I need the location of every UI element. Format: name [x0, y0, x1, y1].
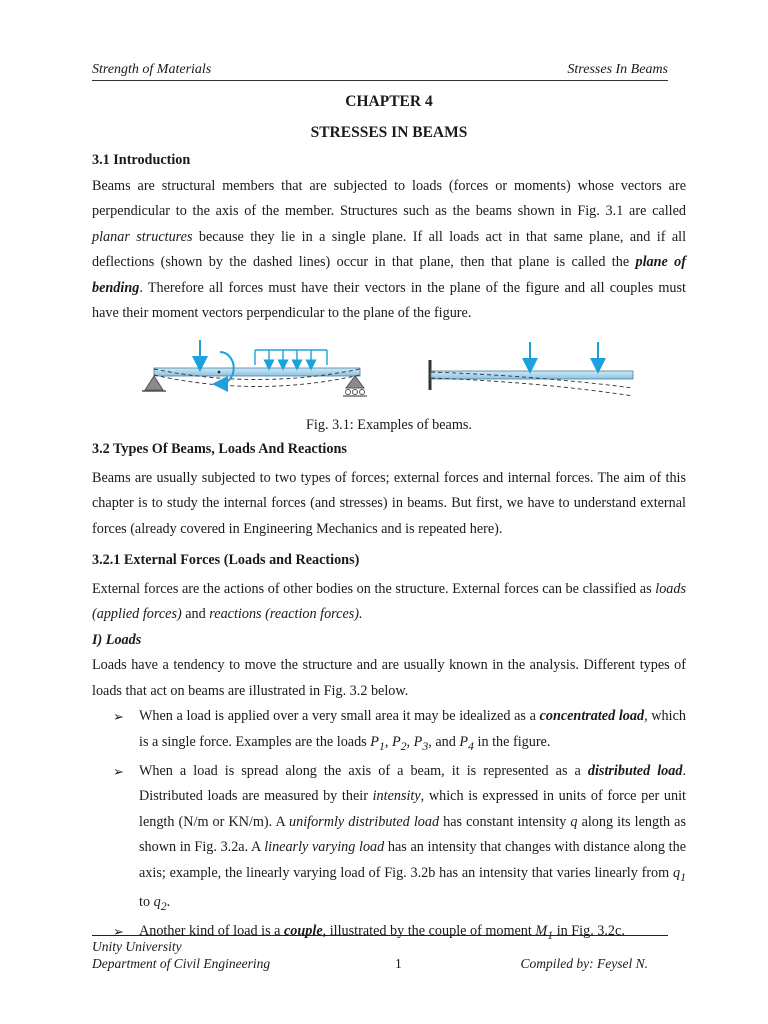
chapter-number: CHAPTER 4 [345, 93, 433, 110]
cantilever-beam [430, 342, 633, 396]
footer-rule [92, 935, 668, 936]
simple-beam [142, 340, 367, 396]
footer-department: Department of Civil Engineering [92, 956, 271, 971]
bullet-arrow-icon: ➢ [113, 709, 124, 724]
bullet-distributed-load: ➢ When a load is spread along the axis of a beam, it is represented as a distributed load. Distributed loads are measured by their intensity, which is expressed in units of force per unit length (N/m or KN/m). A uniformly distributed load has constant intensity q along its length as shown in Fig. 3.2a. A linearly varying load has an intensity that changes with distance along the axis; example, the linearly varying load of Fig. 3.2b has an intensity that varies linearly from $q_1$ to $q_2$. [92, 759, 686, 920]
chapter-title: STRESSES IN BEAMS [310, 124, 468, 141]
external-forces-paragraph: External forces are the actions of other bodies on the structure. External forces can be classified as loads (applied forces) and reactions (reaction forces). [92, 580, 686, 622]
intro-paragraph: Beams are structural members that are subjected to loads (forces or moments) whose vectors are perpendicular to the axis of the member. Structures such as the beams shown in Fig. 3.1 are called planar structures because they lie in a single plane. If all loads act in that same plane, and if all deflections (shown by the dashed lines) occur in that plane, then that plane is called the plane of bending. Therefore all forces must have their vectors in the plane of the figure and all couples must have their moment vectors perpendicular to the plane of the figure. [92, 177, 687, 321]
distributed-load-icon [255, 350, 327, 365]
bullet-arrow-icon: ➢ [113, 763, 124, 779]
page-footer [92, 938, 668, 972]
footer-compiled-by: Compiled by: Feysel N. [520, 956, 648, 971]
loads-paragraph: Loads have a tendency to move the structure and are usually known in the analysis. Different types of loads that act on beams are illustrated in Fig. 3.2 below. [92, 657, 686, 699]
figure-caption: Fig. 3.1: Examples of beams. [306, 417, 472, 433]
types-paragraph: Beams are usually subjected to two types of forces; external forces and internal forces. The aim of this chapter is to study the internal forces (and stresses) in beams. But first, we have to understand external forces (already covered in Engineering Mechanics and is repeated here). [92, 469, 686, 537]
loads-heading: I) Loads [92, 631, 142, 648]
footer-university: Unity University [92, 939, 182, 954]
pin-support-icon [145, 376, 163, 390]
page-number: 1 [395, 956, 402, 971]
bullet-arrow-icon: ➢ [113, 924, 124, 940]
section-3-2 [92, 437, 686, 542]
header-left: Strength of Materials [92, 62, 212, 77]
section-heading: 3.2.1 External Forces (Loads and Reactions) [92, 552, 360, 568]
beam-figure [140, 338, 640, 416]
section-heading: 3.1 Introduction [92, 152, 191, 168]
bullet-concentrated-load: ➢ When a load is applied over a very small area it may be idealized as a concentrated load, which is a single force. Examples are the loads $P_1$, $P_2$, $P_3$, and $P_4$ in the figure. [92, 704, 686, 759]
header-rule [92, 80, 668, 81]
section-3-2-1 [92, 548, 686, 949]
bullet-couple: ➢ Another kind of load is a couple, illustrated by the couple of moment $M_1$ in Fig. 3.2c. [92, 919, 686, 948]
header-right: Stresses In Beams [567, 62, 668, 77]
section-3-1 [92, 148, 686, 327]
section-heading: 3.2 Types Of Beams, Loads And Reactions [92, 441, 347, 457]
